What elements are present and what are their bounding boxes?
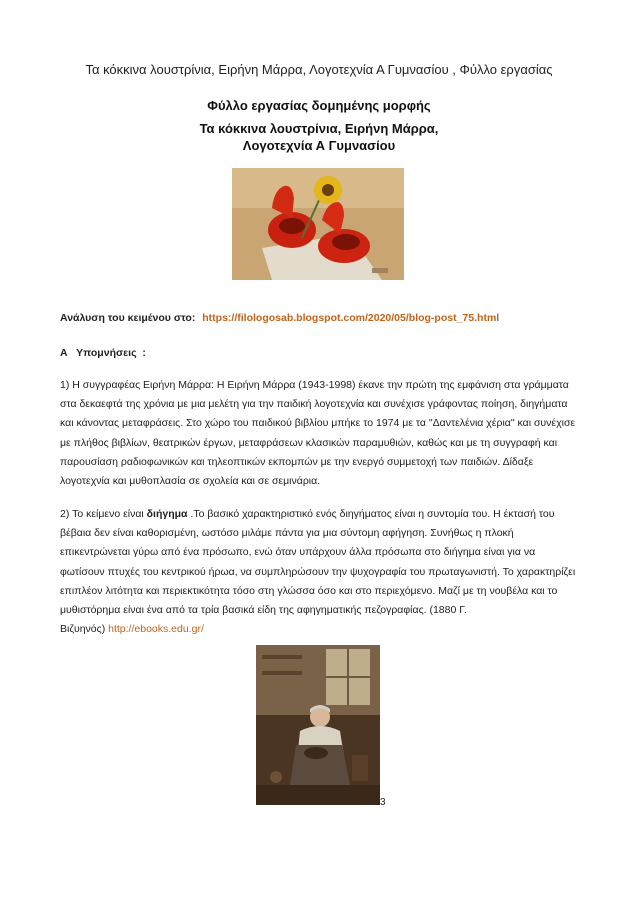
ebooks-link[interactable]: http://ebooks.edu.gr/: [108, 623, 204, 636]
paragraph-line: με πλήθος βιβλίων, θεατρικών έργων, μεταφράσεων κλασικών παραμυθιών, καθώς και με τη συγγραφή και: [60, 436, 558, 449]
line-lead: 2) Το κείμενο είναι: [60, 508, 147, 520]
paragraph-line: στα δεκαεφτά της χρόνια με μια μελέτη για την παιδική λογοτεχνία και συνέχισε γράφοντας ποίηση, διηγήματα: [60, 398, 568, 411]
red-shoes-sunflower-painting: [232, 168, 404, 280]
page-number: 3: [380, 797, 386, 808]
paragraph-line: βέβαια δεν είναι καθορισμένη, ωστόσο μιλάμε πάντα για μια σύντομη αφήγηση. Συνήθως η πλοκή: [60, 527, 514, 540]
paragraph-line: επιπλέον λιτότητα και περιεκτικότητα τόσο στη γλώσσα όσο και στο περιεχόμενο. Μαζί με τη νουβέλα και το: [60, 584, 558, 597]
analysis-label: Ανάλυση του κειμένου στο:: [60, 312, 196, 324]
analysis-link[interactable]: https://filologosab.blogspot.com/2020/05/blog-post_75.html: [202, 312, 500, 324]
worksheet-heading: Φύλλο εργασίας δομημένης μορφής: [207, 98, 431, 113]
section-a-heading: Α Υπομνήσεις :: [60, 347, 146, 359]
paragraph-line: [60, 620, 580, 639]
shoemaker-painting: [256, 645, 380, 805]
paragraph-line: λογοτεχνία και μυθοπλασία σε σχολεία και σε σεμινάρια.: [60, 475, 321, 488]
paragraph-line: 1) Η συγγραφέας Ειρήνη Μάρρα: Η Ειρήνη Μάρρα (1943-1998) έκανε την πρώτη της εμφάνιση στα γράμματα: [60, 379, 569, 391]
paragraph-genre: [60, 505, 580, 639]
analysis-reference: [60, 312, 499, 324]
paragraph-line: επικεντρώνεται γύρω από ένα πρόσωπο, ενώ όταν υπάρχουν άλλα πρόσωπα στο διήγημα είναι για να: [60, 546, 536, 559]
text-title-line: Τα κόκκινα λουστρίνια, Ειρήνη Μάρρα,: [199, 121, 439, 136]
paragraph-line: και κάνοντας μεταφράσεις. Στο χώρο του παιδικού βιβλίου μπήκε το 1974 με τα "Δαντελένια χέρια" και συνέχισε: [60, 417, 576, 430]
document-title: Τα κόκκινα λουστρίνια, Ειρήνη Μάρρα, Λογοτεχνία Α Γυμνασίου , Φύλλο εργασίας: [85, 62, 553, 77]
paragraph-line: μυθιστόρημα είναι ένα από τα τρία βασικά είδη της αφηγηματικής πεζογραφίας. (1880 Γ.: [60, 604, 467, 617]
subject-line: Λογοτεχνία Α Γυμνασίου: [242, 138, 396, 153]
paragraph-line: φωτίσουν πτυχές του κεντρικού ήρωα, να συμπληρώσουν την ψυχογραφία του πρωταγωνιστή. Το χαρακτηρίζει: [60, 565, 576, 578]
paragraph-line: [60, 505, 580, 524]
line-rest: .Το βασικό χαρακτηριστικό ενός διηγήματος είναι η συντομία του. Η έκτασή του: [187, 508, 555, 520]
genre-term: διήγημα: [146, 508, 188, 520]
line-prefix: Βιζυηνός): [60, 623, 109, 636]
paragraph-line: παρουσίαση ραδιοφωνικών και τηλεοπτικών εκπομπών με την ενεργό συμμετοχή των παιδιών. Δίδαξε: [60, 455, 534, 468]
paragraph-author: [60, 376, 580, 491]
